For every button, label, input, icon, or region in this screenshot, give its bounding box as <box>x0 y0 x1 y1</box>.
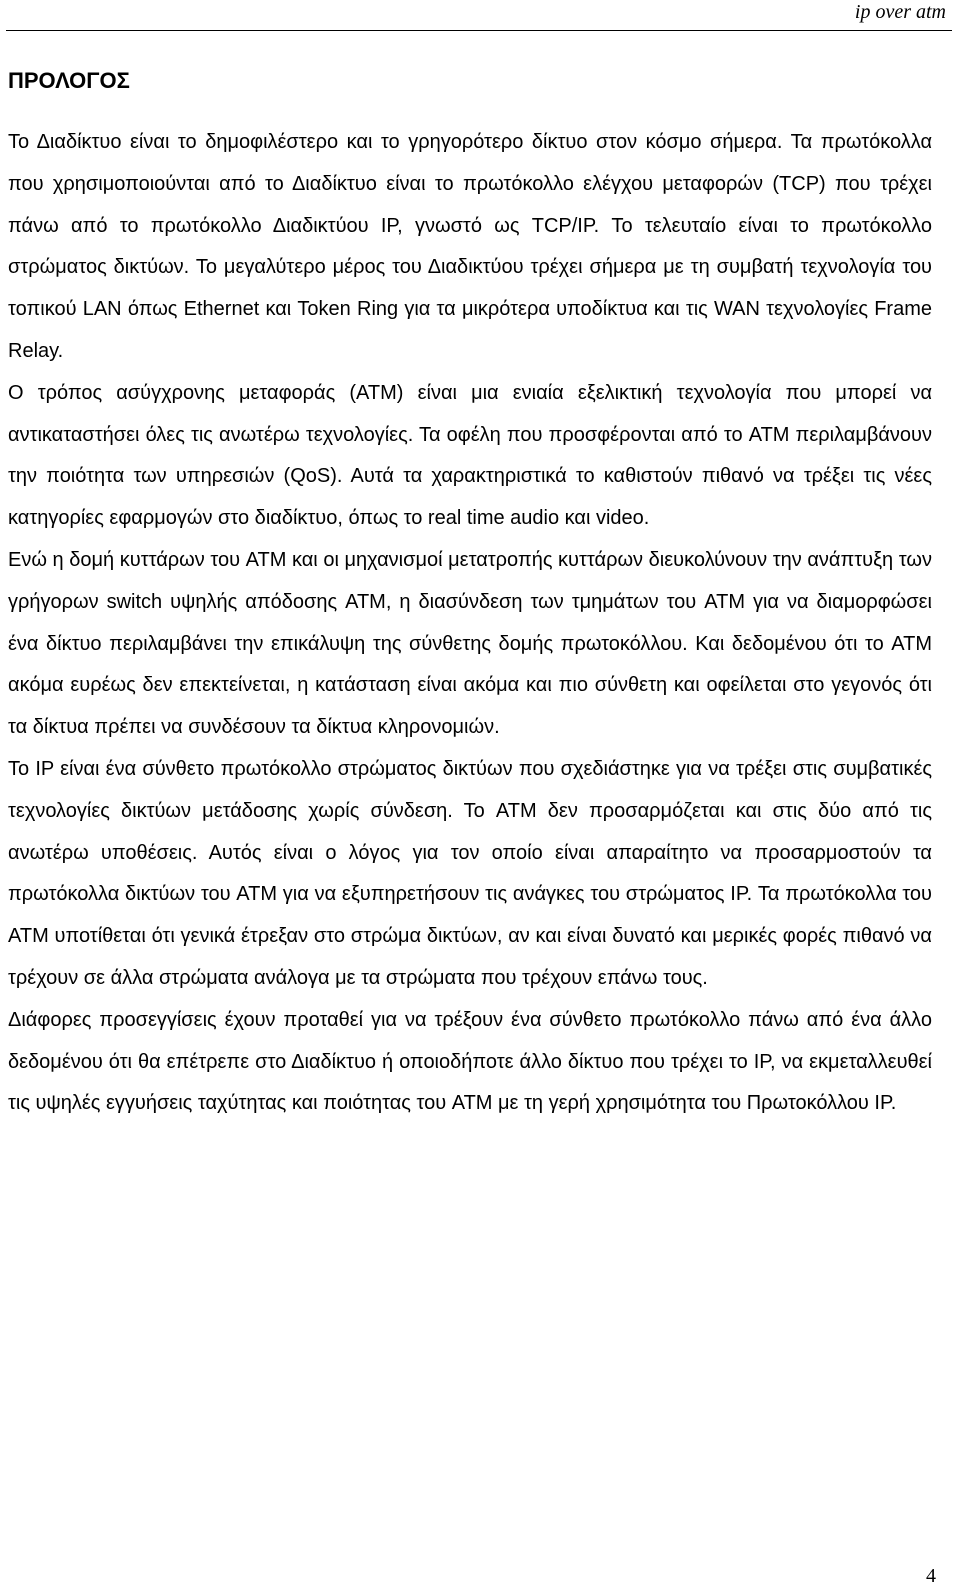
page-header <box>0 0 960 32</box>
paragraph-4: Το IP είναι ένα σύνθετο πρωτόκολλο στρώματος δικτύων που σχεδιάστηκε για να τρέξει στις συμβατικές τεχνολογίες δικτύων μετάδοσης χωρίς σύνδεση. Το ATM δεν προσαρμόζεται και στις δύο από τις ανωτέρω υποθέσεις. Αυτός είναι ο λόγος για τον οποίο είναι απαραίτητο να προσαρμοστούν τα πρωτόκολλα δικτύων του ATM για να εξυπηρετήσουν τις ανάγκες του στρώματος IP. Τα πρωτόκολλα του ATM υποτίθεται ότι γενικά έτρεξαν στο στρώμα δικτύων, αν και είναι δυνατό και μερικές φορές πιθανό να τρέχουν σε άλλα στρώματα ανάλογα με τα στρώματα που τρέχουν επάνω τους. <box>8 757 932 989</box>
paragraph-1: Το Διαδίκτυο είναι το δημοφιλέστερο και το γρηγορότερο δίκτυο στον κόσμο σήμερα. Τα πρωτόκολλα που χρησιμοποιούνται από το Διαδίκτυο είναι το πρωτόκολλο ελέγχου μεταφορών (TCP) που τρέχει πάνω από το πρωτόκολλο Διαδικτύου IP, γνωστό ως TCP/IP. Το τελευταίο είναι το πρωτόκολλο στρώματος δικτύων. Το μεγαλύτερο μέρος του Διαδικτύου τρέχει σήμερα με τη συμβατή τεχνολογία του τοπικού LAN όπως Ethernet και Token Ring για τα μικρότερα υποδίκτυα και τις WAN τεχνολογίες Frame Relay. <box>8 131 932 362</box>
running-header: ip over atm <box>854 1 946 23</box>
section-title: ΠΡΟΛΟΓΟΣ <box>8 68 130 93</box>
page-number: 4 <box>926 1565 936 1587</box>
paragraph-5: Διάφορες προσεγγίσεις έχουν προταθεί για να τρέξουν ένα σύνθετο πρωτόκολλο πάνω από ένα άλλο δεδομένου ότι θα επέτρεπε στο Διαδίκτυο ή οποιοδήποτε άλλο δίκτυο που τρέχει το IP, να εκμεταλλευθεί τις υψηλές εγγυήσεις ταχύτητας και ποιότητας του ATM με τη γερή χρησιμότητα του Πρωτοκόλλου IP. <box>8 1008 932 1115</box>
paragraph-3: Ενώ η δομή κυττάρων του ATM και οι μηχανισμοί μετατροπής κυττάρων διευκολύνουν την ανάπτυξη των γρήγορων switch υψηλής απόδοσης ATM, η διασύνδεση των τμημάτων του ATM για να διαμορφώσει ένα δίκτυο περιλαμβάνει την επικάλυψη της σύνθετης δομής πρωτοκόλλου. Και δεδομένου ότι το ATM ακόμα ευρέως δεν επεκτείνεται, η κατάσταση είναι ακόμα και πιο σύνθετη και οφείλεται στο γεγονός ότι τα δίκτυα πρέπει να συνδέσουν τα δίκτυα κληρονομιών. <box>8 548 932 739</box>
paragraph-2: Ο τρόπος ασύγχρονης μεταφοράς (ATM) είναι μια ενιαία εξελικτική τεχνολογία που μπορεί να αντικαταστήσει όλες τις ανωτέρω τεχνολογίες. Τα οφέλη που προσφέρονται από το ATM περιλαμβάνουν την ποιότητα των υπηρεσιών (QoS). Αυτά τα χαρακτηριστικά το καθιστούν πιθανό να τρέξει τις νέες κατηγορίες εφαρμογών στο διαδίκτυο, όπως το real time audio και video. <box>8 381 932 530</box>
header-divider <box>6 30 952 31</box>
document-body <box>8 66 932 1125</box>
